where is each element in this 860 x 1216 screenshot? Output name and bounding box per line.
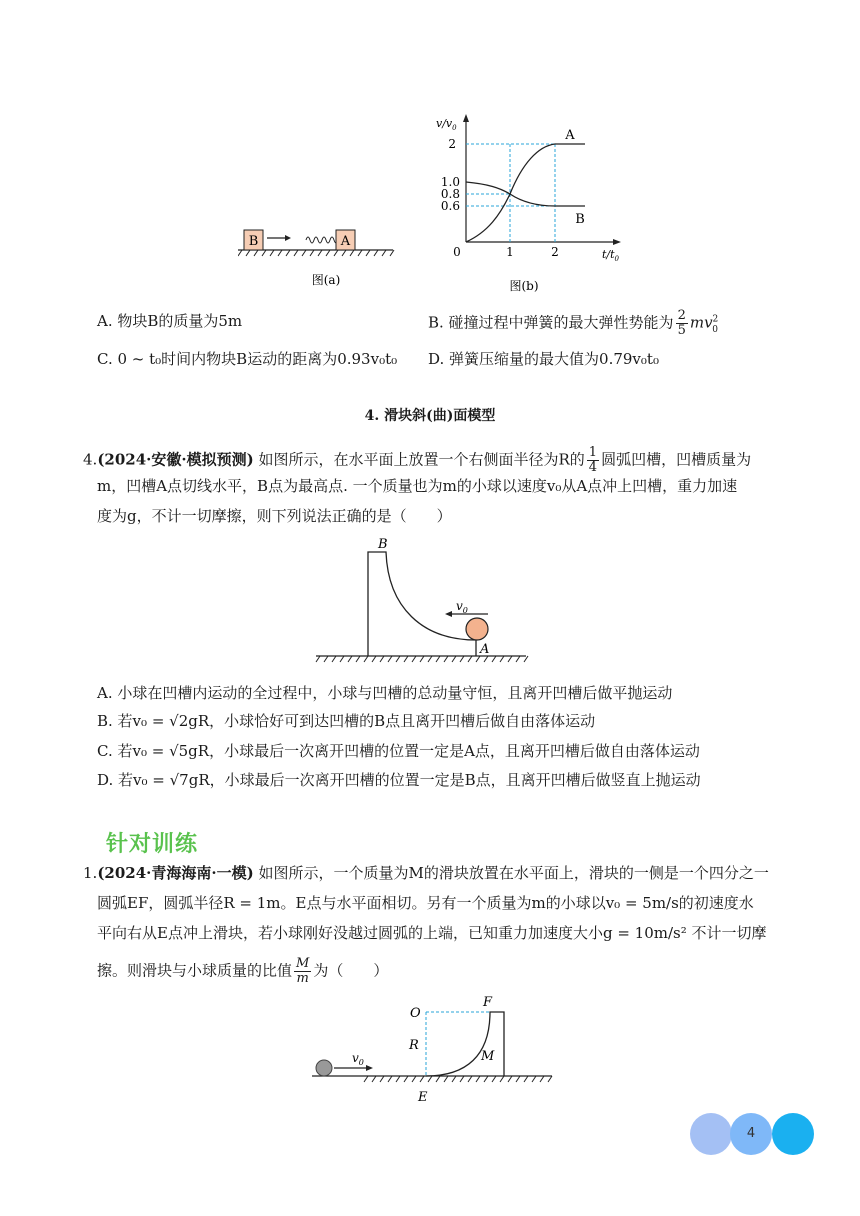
q4-line-2: m，凹槽A点切线水平，B点为最高点. 一个质量也为m的小球以速度v₀从A点冲上凹槽，重力加速 xyxy=(97,477,738,495)
figure-b-caption: 图(b) xyxy=(509,279,539,293)
page-number: 4 xyxy=(746,1126,756,1141)
curve-b-label: B xyxy=(575,212,585,227)
q3-option-a[interactable]: A. 物块B的质量为5m xyxy=(97,312,243,330)
section-title: 4. 滑块斜(曲)面模型 xyxy=(364,408,496,424)
practice-heading: 针对训练 xyxy=(106,832,199,857)
curve-a xyxy=(466,144,585,242)
p1-ball xyxy=(316,1060,332,1076)
q4-figure xyxy=(312,532,532,667)
x-axis-label: $t/t_0$ xyxy=(602,248,620,263)
p1-label-v: $v_0$ xyxy=(352,1051,364,1067)
q4-label-v: $v_0$ xyxy=(456,599,468,615)
q4-line-3: 度为g，不计一切摩擦，则下列说法正确的是（ ） xyxy=(97,507,452,525)
p1-label-f: F xyxy=(483,995,493,1010)
curve-a-label: A xyxy=(565,128,575,143)
p1-label-e: E xyxy=(418,1090,428,1105)
q4-fraction: $\frac{1}{4}$ xyxy=(588,445,598,475)
slider-body xyxy=(426,1012,504,1076)
ball xyxy=(466,618,488,640)
q4-source: (2024·安徽·模拟预测) xyxy=(97,450,254,469)
p1-line-1: 1.(2024·青海海南·一模) 如图所示，一个质量为M的滑块放置在水平面上，滑块的一侧是一个四分之一 xyxy=(83,864,769,882)
figure-b xyxy=(430,110,630,295)
y-tick-1.0: 1.0 xyxy=(440,175,460,189)
p1-number: 1. xyxy=(83,864,98,882)
q4-option-d[interactable]: D. 若v₀ = √7gR，小球最后一次离开凹槽的位置一定是B点，且离开凹槽后做竖直上抛运动 xyxy=(97,771,701,789)
y-tick-0.6: 0.6 xyxy=(440,199,460,213)
figure-a-caption: 图(a) xyxy=(311,273,341,287)
p1-line-3: 平向右从E点冲上滑块，若小球刚好没越过圆弧的上端，已知重力加速度大小g = 10m/s² 不计一切摩 xyxy=(97,924,767,942)
q4-option-b[interactable]: B. 若v₀ = √2gR，小球恰好可到达凹槽的B点且离开凹槽后做自由落体运动 xyxy=(97,712,596,730)
q3-option-b[interactable]: B. 碰撞过程中弹簧的最大弹性势能为 $\frac{2}{5}$ $mv^2_0$ xyxy=(428,308,719,338)
y-tick-0.8: 0.8 xyxy=(440,187,460,201)
p1-line-2: 圆弧EF，圆弧半径R = 1m。E点与水平面相切。另有一个质量为m的小球以v₀ = 5m/s的初速度水 xyxy=(97,894,754,912)
p1-label-m: M xyxy=(481,1049,495,1064)
block-a-label: A xyxy=(340,234,351,249)
y-axis-label: $v/v_0$ xyxy=(436,117,457,132)
x-tick-2: 2 xyxy=(551,245,559,259)
y-tick-2: 2 xyxy=(448,137,456,151)
figure-a xyxy=(238,222,398,292)
p1-line-4: 擦。则滑块与小球质量的比值 $\frac{M}{m}$ 为（ ） xyxy=(97,956,389,986)
p1-label-r: R xyxy=(409,1038,419,1053)
p1-label-o: O xyxy=(410,1006,421,1021)
q4-line-1: 4.(2024·安徽·模拟预测) 如图所示，在水平面上放置一个右侧面半径为R的 $\frac{1}{4}$ 圆弧凹槽，凹槽质量为 xyxy=(83,445,752,475)
x-tick-0: 0 xyxy=(453,245,461,259)
p1-fraction: $\frac{M}{m}$ xyxy=(296,956,310,986)
q3-option-c[interactable]: C. 0 ~ t₀时间内物块B运动的距离为0.93v₀t₀ xyxy=(97,350,398,368)
badge-circle-1 xyxy=(690,1113,732,1155)
p1-source: (2024·青海海南·一模) xyxy=(97,864,254,882)
q3-option-b-fraction: $\frac{2}{5}$ xyxy=(677,308,686,338)
p1-figure xyxy=(308,990,558,1105)
badge-circle-3 xyxy=(772,1113,814,1155)
q3-option-d[interactable]: D. 弹簧压缩量的最大值为0.79v₀t₀ xyxy=(428,350,659,368)
q4-label-b: B xyxy=(378,537,388,552)
q4-number: 4. xyxy=(83,450,98,469)
block-b-label: B xyxy=(248,234,259,249)
q4-option-a[interactable]: A. 小球在凹槽内运动的全过程中，小球与凹槽的总动量守恒，且离开凹槽后做平抛运动 xyxy=(97,684,673,702)
q4-label-a: A xyxy=(480,642,490,657)
q4-option-c[interactable]: C. 若v₀ = √5gR，小球最后一次离开凹槽的位置一定是A点，且离开凹槽后做自由落体运动 xyxy=(97,742,700,760)
spring xyxy=(306,237,338,243)
x-tick-1: 1 xyxy=(506,245,514,259)
